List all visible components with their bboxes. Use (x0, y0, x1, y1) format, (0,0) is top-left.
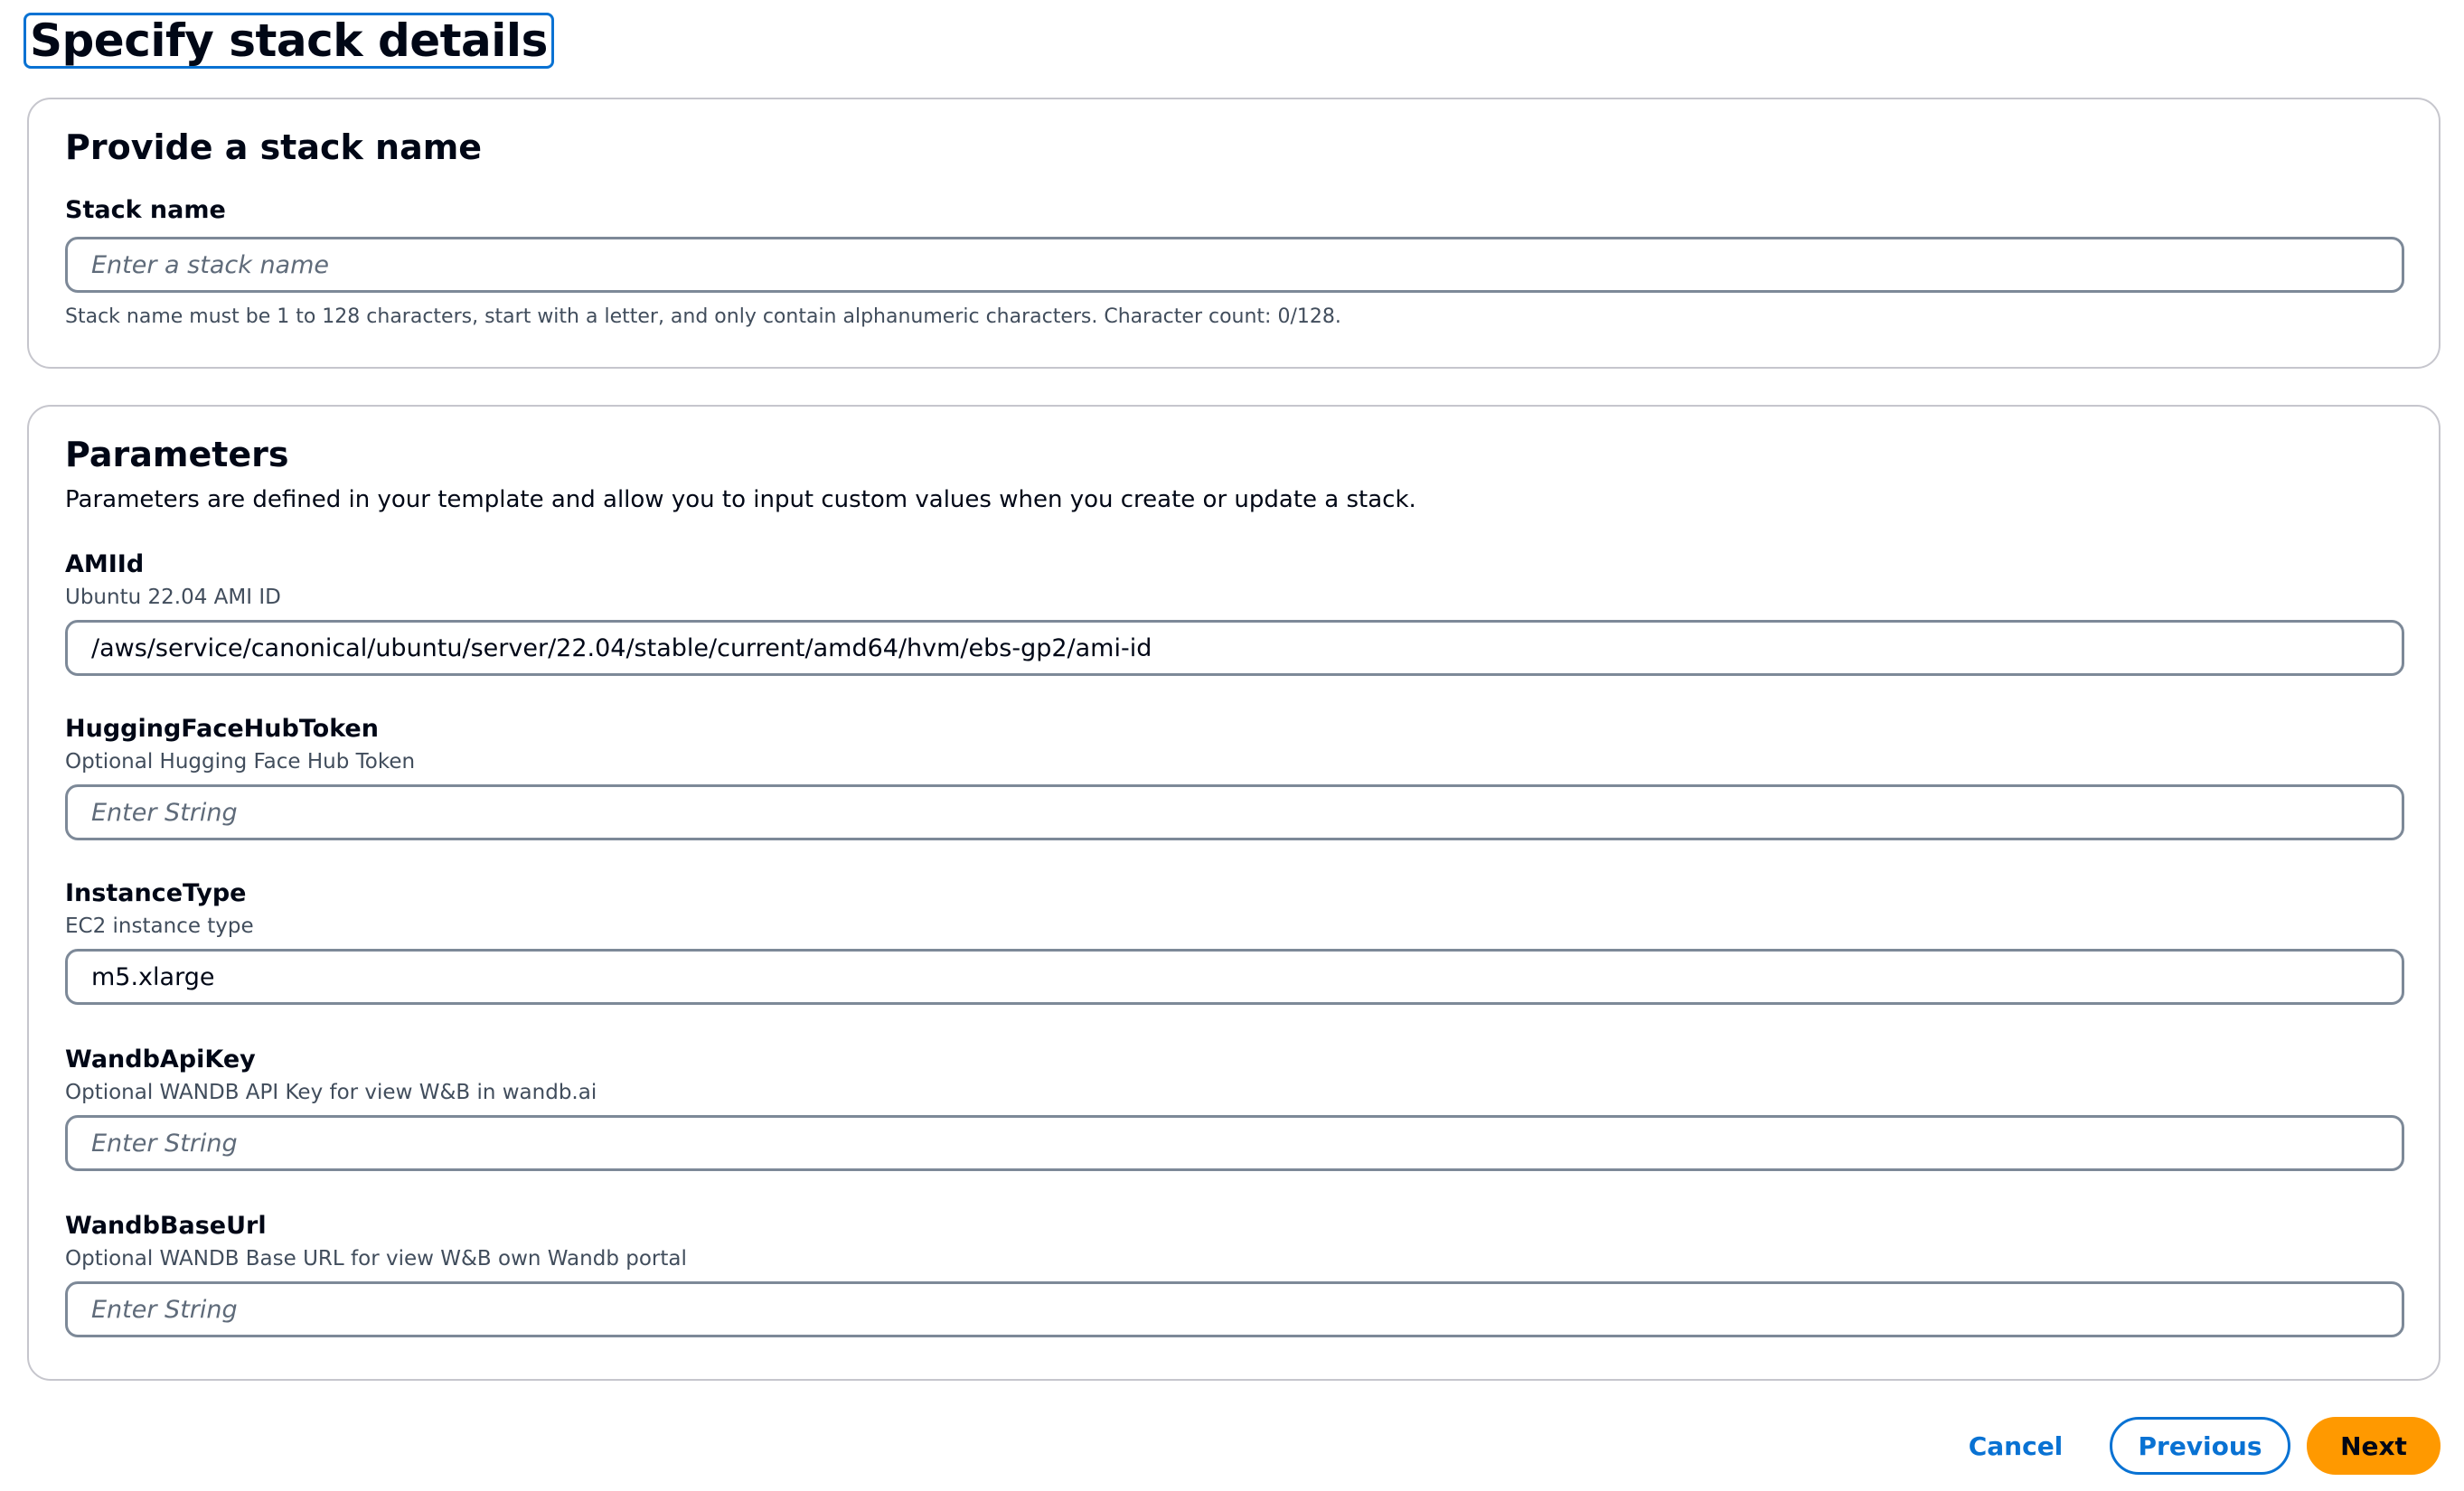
parameters-panel (27, 405, 2440, 1381)
next-button[interactable]: Next (2307, 1417, 2440, 1475)
param-input-amiid[interactable] (65, 620, 2404, 676)
param-label-huggingfacehubtoken: HuggingFaceHubToken (65, 715, 379, 743)
param-description-amiid: Ubuntu 22.04 AMI ID (65, 586, 281, 609)
param-label-wandbapikey: WandbApiKey (65, 1046, 256, 1074)
param-input-huggingfacehubtoken[interactable] (65, 784, 2404, 840)
param-label-amiid: AMIId (65, 550, 145, 578)
parameters-panel-title: Parameters (65, 435, 289, 474)
stack-name-panel (27, 98, 2440, 369)
param-label-instancetype: InstanceType (65, 879, 247, 907)
stack-name-input[interactable] (65, 237, 2404, 293)
param-description-wandbbaseurl: Optional WANDB Base URL for view W&B own Wandb portal (65, 1247, 687, 1271)
stack-name-constraint: Stack name must be 1 to 128 characters, start with a letter, and only contain alphanumeric characters. Character count: 0/128. (65, 305, 1341, 328)
parameters-description: Parameters are defined in your template and allow you to input custom values when you create or update a stack. (65, 486, 1416, 513)
param-input-wandbbaseurl[interactable] (65, 1281, 2404, 1337)
param-label-wandbbaseurl: WandbBaseUrl (65, 1212, 267, 1240)
page-title: Specify stack details (24, 13, 554, 69)
stack-name-label: Stack name (65, 196, 226, 224)
param-description-huggingfacehubtoken: Optional Hugging Face Hub Token (65, 750, 416, 774)
param-description-wandbapikey: Optional WANDB API Key for view W&B in wandb.ai (65, 1081, 597, 1104)
stack-name-panel-title: Provide a stack name (65, 127, 483, 167)
previous-button[interactable]: Previous (2110, 1417, 2290, 1475)
param-description-instancetype: EC2 instance type (65, 914, 254, 938)
param-input-instancetype[interactable] (65, 949, 2404, 1005)
param-input-wandbapikey[interactable] (65, 1115, 2404, 1171)
cancel-button[interactable]: Cancel (1952, 1417, 2079, 1475)
